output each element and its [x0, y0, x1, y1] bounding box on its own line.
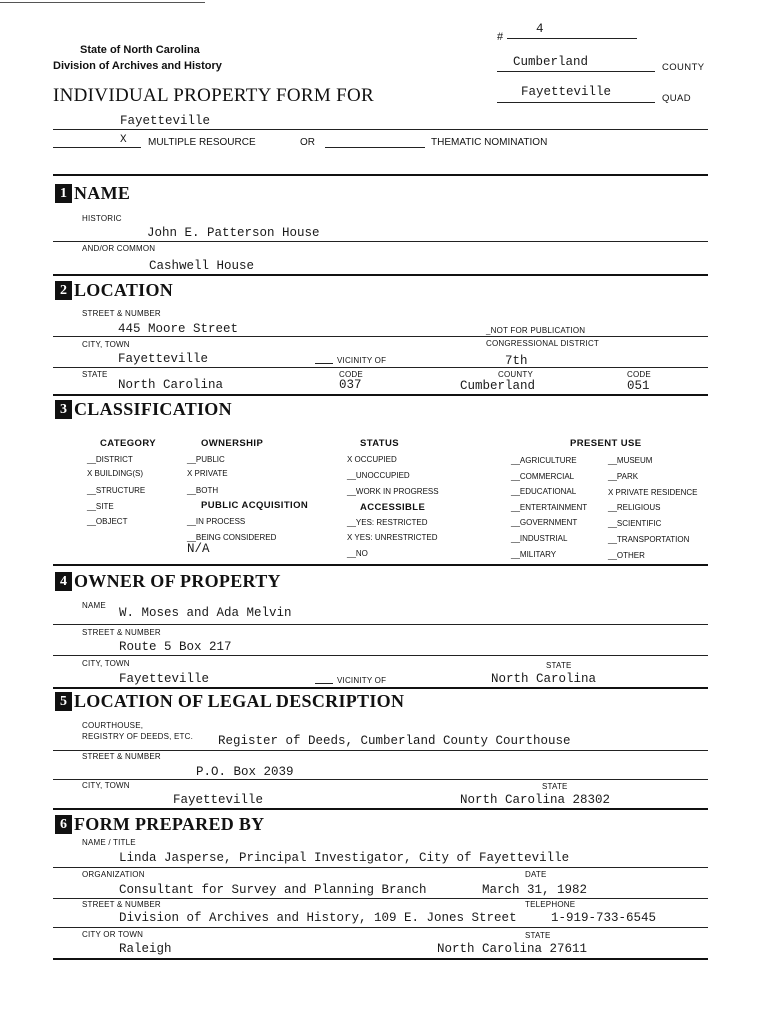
preparer-state-label: STATE [525, 931, 551, 940]
not-for-publication-label: _NOT FOR PUBLICATION [486, 326, 586, 335]
owner-vicinity-label: VICINITY OF [337, 676, 387, 685]
legal-street-line [53, 779, 708, 780]
county-label: COUNTY [498, 370, 533, 379]
preparer-city-value: Raleigh [119, 942, 172, 956]
section-title: FORM PREPARED BY [74, 814, 265, 834]
status-header: STATUS [360, 438, 399, 449]
vicinity-blank [315, 363, 333, 364]
common-label: AND/OR COMMON [82, 244, 156, 253]
registry-line [53, 750, 708, 751]
section-title: OWNER OF PROPERTY [74, 571, 281, 591]
area-line [53, 129, 708, 130]
status-option: X OCCUPIED [347, 455, 397, 464]
state-label: STATE [82, 370, 108, 379]
name-divider [53, 274, 708, 276]
section-number: 6 [55, 815, 72, 834]
legal-state-value: North Carolina 28302 [460, 793, 611, 807]
scan-edge-line [0, 2, 205, 3]
state-value: North Carolina [118, 378, 224, 392]
header-county-value: Cumberland [513, 55, 589, 69]
section-prepared-heading [55, 814, 264, 835]
historic-value: John E. Patterson House [147, 226, 320, 240]
owner-street-value: Route 5 Box 217 [119, 640, 232, 654]
acquisition-header: PUBLIC ACQUISITION [201, 500, 309, 511]
state-name: State of North Carolina [80, 44, 200, 56]
location-divider [53, 394, 708, 396]
organization-line [53, 898, 708, 899]
street-value: 445 Moore Street [118, 322, 239, 336]
owner-street-line [53, 655, 708, 656]
present-use-header: PRESENT USE [570, 438, 642, 449]
quad-line [497, 102, 655, 103]
county-code-value: 051 [627, 379, 650, 393]
thematic-line [325, 147, 425, 148]
form-title: INDIVIDUAL PROPERTY FORM FOR [53, 85, 374, 106]
courthouse-label: COURTHOUSE, [82, 721, 144, 730]
section-title: NAME [74, 183, 131, 203]
street-line [53, 336, 708, 337]
category-option: __STRUCTURE [87, 486, 146, 495]
city-label: CITY, TOWN [82, 340, 130, 349]
state-code-label: CODE [339, 370, 363, 379]
acquisition-option: __BEING CONSIDERED [187, 533, 277, 542]
quad-value: Fayetteville [521, 85, 612, 99]
county-code-label: CODE [627, 370, 651, 379]
use-option: X PRIVATE RESIDENCE [608, 488, 698, 497]
category-option: __OBJECT [87, 517, 128, 526]
historic-label: HISTORIC [82, 214, 122, 223]
section-number: 2 [55, 281, 72, 300]
section-name-heading [55, 183, 130, 204]
vicinity-label: VICINITY OF [337, 356, 387, 365]
section-number: 5 [55, 692, 72, 711]
preparer-street-label: STREET & NUMBER [82, 900, 161, 909]
organization-value: Consultant for Survey and Planning Branch [119, 883, 427, 897]
organization-label: ORGANIZATION [82, 870, 145, 879]
or-label: OR [300, 137, 315, 148]
ownership-option: __PUBLIC [187, 455, 225, 464]
quad-label: QUAD [662, 93, 692, 104]
use-option: __TRANSPORTATION [608, 535, 690, 544]
owner-city-value: Fayetteville [119, 672, 210, 686]
city-line [53, 367, 708, 368]
owner-state-value: North Carolina [491, 672, 597, 686]
number-line [507, 38, 637, 39]
section-number: 1 [55, 184, 72, 203]
congressional-district-label: CONGRESSIONAL DISTRICT [486, 339, 600, 348]
multiple-line [53, 147, 141, 148]
preparer-name-line [53, 867, 708, 868]
section-legal-heading [55, 691, 404, 712]
use-option: __AGRICULTURE [511, 456, 577, 465]
preparer-name-value: Linda Jasperse, Principal Investigator, City of Fayetteville [119, 851, 570, 865]
legal-city-value: Fayetteville [173, 793, 264, 807]
status-option: __WORK IN PROGRESS [347, 487, 439, 496]
street-label: STREET & NUMBER [82, 309, 161, 318]
use-option: __MUSEUM [608, 456, 653, 465]
use-option: __INDUSTRIAL [511, 534, 568, 543]
classification-divider [53, 564, 708, 566]
section-number: 3 [55, 400, 72, 419]
section-owner-heading [55, 571, 281, 592]
county-value: Cumberland [460, 379, 536, 393]
section-classification-heading [55, 399, 232, 420]
accessible-option: X YES: UNRESTRICTED [347, 533, 438, 542]
registry-value: Register of Deeds, Cumberland County Courthouse [218, 734, 571, 748]
use-option: __COMMERCIAL [511, 472, 575, 481]
status-option: __UNOCCUPIED [347, 471, 410, 480]
division-name: Division of Archives and History [53, 60, 222, 72]
multiple-check: X [120, 134, 127, 146]
accessible-option: __NO [347, 549, 368, 558]
owner-vicinity-blank [315, 683, 333, 684]
header-divider [53, 174, 708, 176]
owner-state-label: STATE [546, 661, 572, 670]
accessible-option: __YES: RESTRICTED [347, 518, 428, 527]
telephone-value: 1-919-733-6545 [551, 911, 657, 925]
preparer-street-value: Division of Archives and History, 109 E. Jones Street [119, 911, 517, 925]
state-code-value: 037 [339, 378, 362, 392]
owner-street-label: STREET & NUMBER [82, 628, 161, 637]
use-option: __ENTERTAINMENT [511, 503, 588, 512]
owner-name-label: NAME [82, 601, 106, 610]
section-title: CLASSIFICATION [74, 399, 232, 419]
section-title: LOCATION [74, 280, 174, 300]
preparer-state-value: North Carolina 27611 [437, 942, 588, 956]
category-header: CATEGORY [100, 438, 156, 449]
historic-line [53, 241, 708, 242]
owner-city-label: CITY, TOWN [82, 659, 130, 668]
registry-label: REGISTRY OF DEEDS, ETC. [82, 732, 193, 741]
ownership-option: X PRIVATE [187, 469, 228, 478]
section-location-heading [55, 280, 173, 301]
use-option: __MILITARY [511, 550, 557, 559]
legal-street-label: STREET & NUMBER [82, 752, 161, 761]
use-option: __GOVERNMENT [511, 518, 578, 527]
date-value: March 31, 1982 [482, 883, 588, 897]
common-value: Cashwell House [149, 259, 255, 273]
date-label: DATE [525, 870, 547, 879]
legal-divider [53, 808, 708, 810]
multiple-label: MULTIPLE RESOURCE [148, 137, 256, 148]
legal-state-label: STATE [542, 782, 568, 791]
city-value: Fayetteville [118, 352, 209, 366]
preparer-name-label: NAME / TITLE [82, 838, 136, 847]
ownership-header: OWNERSHIP [201, 438, 264, 449]
telephone-label: TELEPHONE [525, 900, 576, 909]
use-option: __OTHER [608, 551, 645, 560]
prepared-divider [53, 958, 708, 960]
use-option: __RELIGIOUS [608, 503, 661, 512]
ownership-option: __BOTH [187, 486, 219, 495]
county-label: COUNTY [662, 62, 705, 73]
number-label: # [497, 31, 504, 43]
section-number: 4 [55, 572, 72, 591]
preparer-city-label: CITY OR TOWN [82, 930, 144, 939]
use-option: __PARK [608, 472, 639, 481]
area-value: Fayetteville [120, 114, 211, 128]
preparer-street-line [53, 927, 708, 928]
category-option: X BUILDING(S) [87, 469, 144, 478]
category-option: __DISTRICT [87, 455, 133, 464]
legal-street-value: P.O. Box 2039 [196, 765, 294, 779]
accessible-header: ACCESSIBLE [360, 502, 426, 513]
use-option: __SCIENTIFIC [608, 519, 662, 528]
legal-city-label: CITY, TOWN [82, 781, 130, 790]
use-option: __EDUCATIONAL [511, 487, 577, 496]
section-title: LOCATION OF LEGAL DESCRIPTION [74, 691, 405, 711]
county-line [497, 71, 655, 72]
thematic-label: THEMATIC NOMINATION [431, 137, 548, 148]
acquisition-value: N/A [187, 542, 210, 556]
acquisition-option: __IN PROCESS [187, 517, 246, 526]
owner-name-value: W. Moses and Ada Melvin [119, 606, 292, 620]
owner-name-line [53, 624, 708, 625]
form-number: 4 [536, 22, 544, 36]
congressional-district-value: 7th [505, 354, 528, 368]
category-option: __SITE [87, 502, 114, 511]
owner-divider [53, 687, 708, 689]
